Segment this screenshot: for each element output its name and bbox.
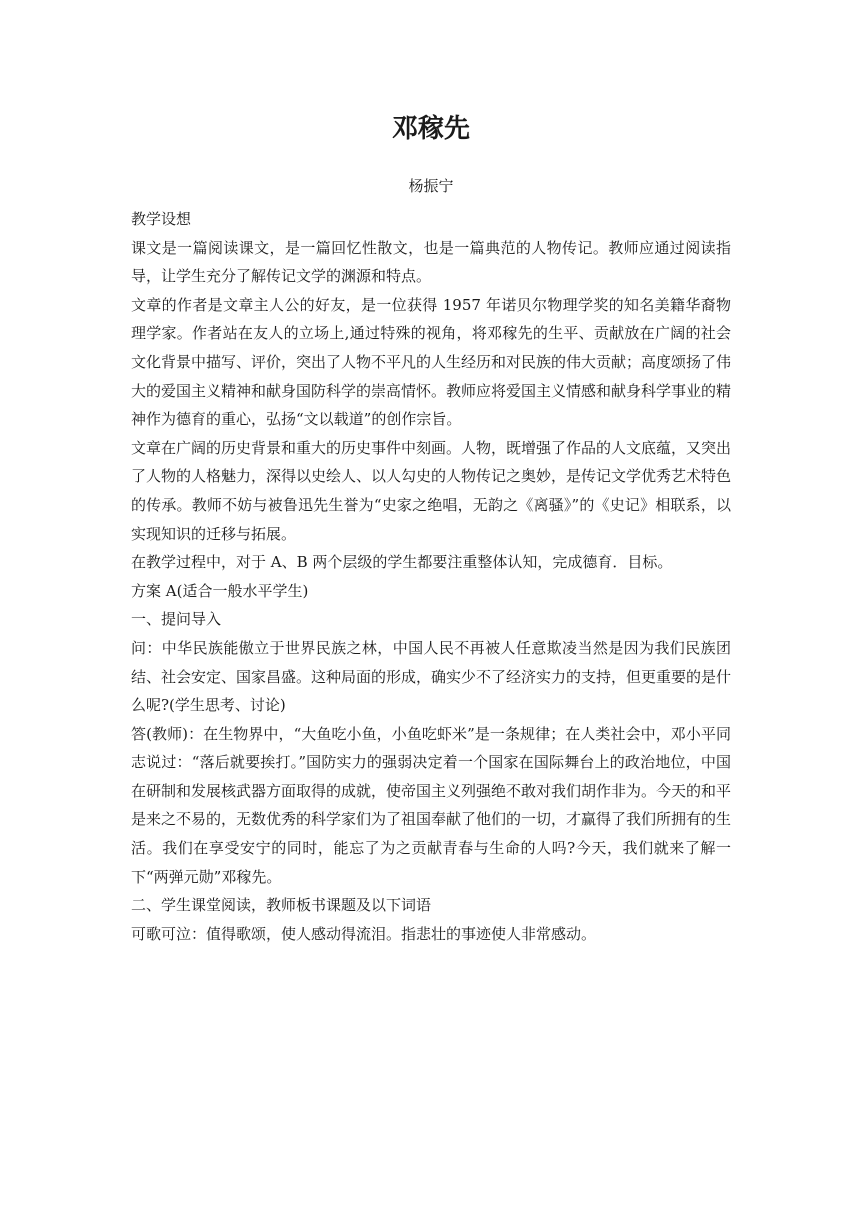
section-heading-plan-a: 方案 A(适合一般水平学生) — [131, 581, 309, 600]
document-title: 邓稼先 — [391, 114, 470, 144]
paragraph-historical-background: 文章在广阔的历史背景和重大的历史事件中刻画。人物，既增强了作品的人文底蕴，又突出了人物的人格魅力，深得以史绘人、以人勾史的人物传记之奥妙，是传记文学优秀艺术特色的传承。教师不妨与被鲁迅先生誉为“史家之绝唱，无韵之《离骚》”的《史记》相联系，以实现知识的迁移与拓展。 — [131, 438, 732, 543]
paragraph-vocabulary: 可歌可泣：值得歌颂，使人感动得流泪。指悲壮的事迹使人非常感动。 — [131, 924, 597, 943]
document-author: 杨振宁 — [408, 177, 454, 195]
section-heading-reading: 二、学生课堂阅读，教师板书课题及以下词语 — [131, 896, 432, 915]
paragraph-intro: 课文是一篇阅读课文，是一篇回忆性散文，也是一篇典范的人物传记。教师应通过阅读指导，让学生充分了解传记文学的渊源和特点。 — [131, 238, 731, 286]
section-heading-teaching-idea: 教学设想 — [131, 210, 192, 228]
paragraph-teaching-goal: 在教学过程中，对于 A、B 两个层级的学生都要注重整体认知，完成德育．目标。 — [131, 553, 673, 572]
section-heading-question-intro: 一、提问导入 — [131, 610, 222, 629]
paragraph-author-background: 文章的作者是文章主人公的好友，是一位获得 1957 年诺贝尔物理学奖的知名美籍华裔物理学家。作者站在友人的立场上,通过特殊的视角，将邓稼先的生平、贡献放在广阔的社会文化背景中描写、评价，突出了人物不平凡的人生经历和对民族的伟大贡献；高度颂扬了伟大的爱国主义精神和献身国防科学的崇高情怀。教师应将爱国主义情感和献身科学事业的精神作为德育的重心，弘扬“文以载道”的创作宗旨。 — [131, 295, 732, 429]
paragraph-question: 问：中华民族能傲立于世界民族之林，中国人民不再被人任意欺凌当然是因为我们民族团结、社会安定、国家昌盛。这种局面的形成，确实少不了经济实力的支持，但更重要的是什么呢?(学生思考、讨论) — [131, 638, 732, 715]
document-body — [131, 205, 731, 948]
paragraph-answer: 答(教师)：在生物界中，“大鱼吃小鱼，小鱼吃虾米”是一条规律；在人类社会中，邓小平同志说过：“落后就要挨打。”国防实力的强弱决定着一个国家在国际舞台上的政治地位，中国在研制和发展核武器方面取得的成就，使帝国主义列强绝不敢对我们胡作非为。今天的和平是来之不易的，无数优秀的科学家们为了祖国奉献了他们的一切，才赢得了我们所拥有的生活。我们在享受安宁的同时，能忘了为之贡献青春与生命的人吗?今天，我们就来了解一下“两弹元勋”邓稼先。 — [131, 724, 732, 886]
